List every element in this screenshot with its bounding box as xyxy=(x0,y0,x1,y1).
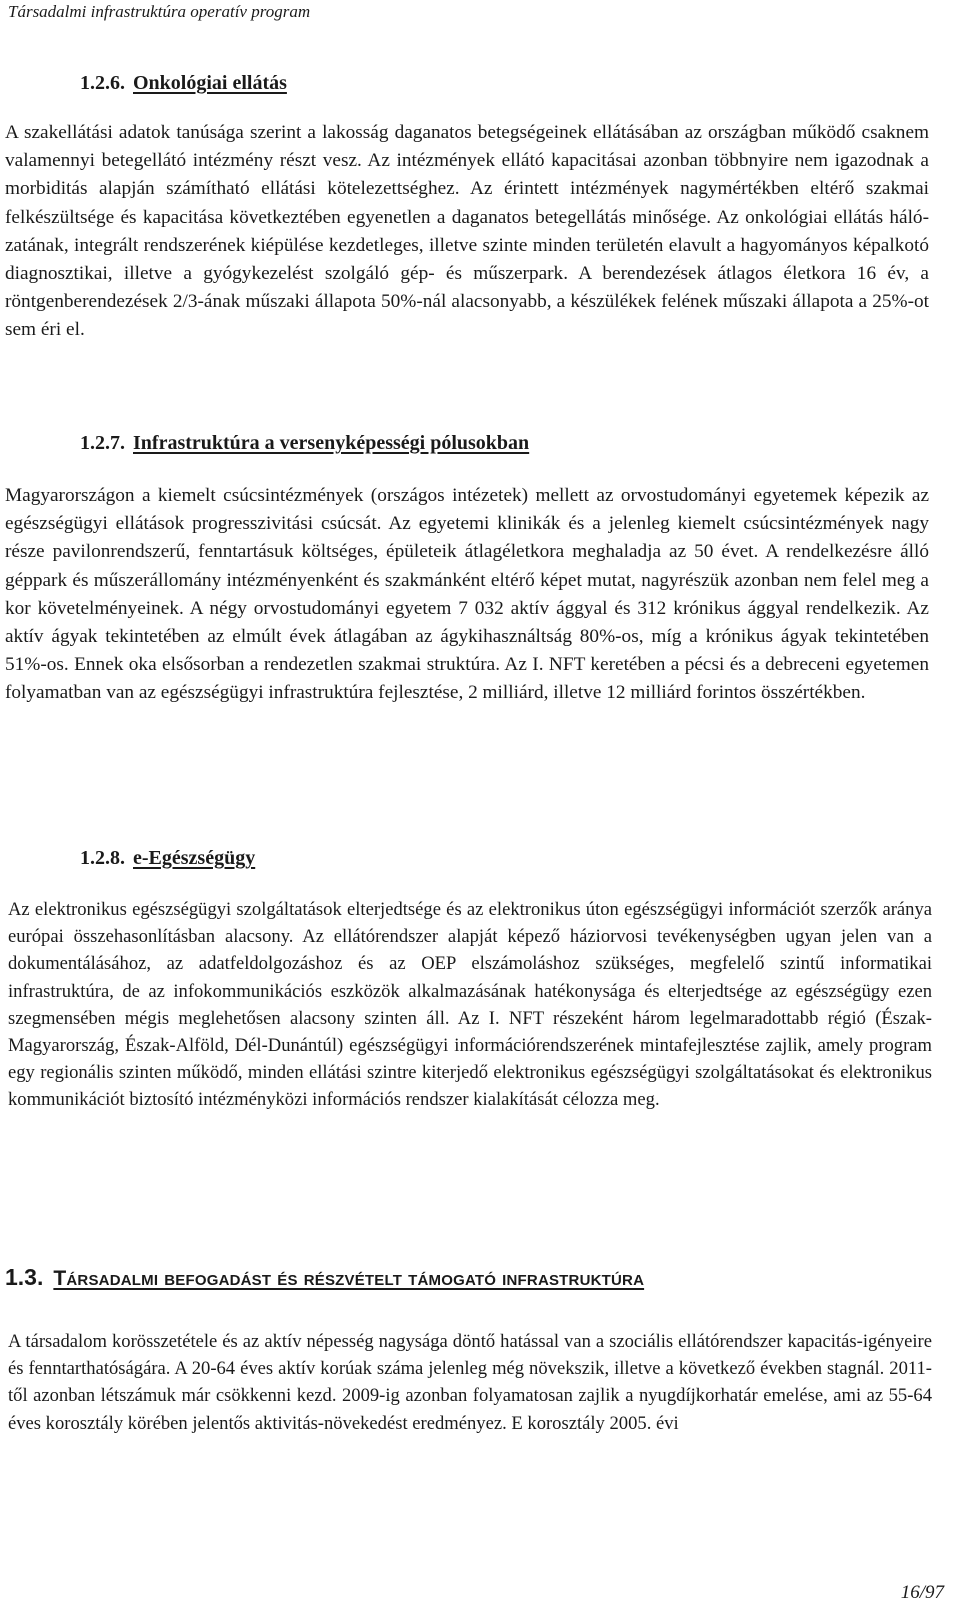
section-number: 1.3. xyxy=(5,1264,44,1290)
section-heading-1-2-6 xyxy=(80,72,287,95)
section-number: 1.2.6. xyxy=(80,72,125,94)
section-paragraph-1-2-8: Az elektronikus egészségügyi szolgáltatások elterjedtsége és az elektronikus úton egészségügyi információt szerzők aránya európai összehasonlításban alacsony. Az ellátórendszer alapját képező háziorvosi tevékenységben ugyan jelen van a dokumentálásához, az adatfeldolgozáshoz és az OEP elszámoláshoz szükséges, megfelelő szintű informatikai infrastruktúra, de az infokommunikációs eszközök alkalmazásának hatékonysága és elterjedtsége az egészségügy ezen szegmensében mégis meglehetősen alacsony szinten áll. Az I. NFT részeként három legelmaradottabb régió (Észak-Magyarország, Észak-Alföld, Dél-Dunántúl) egészségügyi információrendszerének mintafejlesztése zajlik, amely program egy regionális szinten működő, minden ellátási szintre kiterjedő elektronikus egészségügyi szolgáltatásokat és elektronikus kommunikációt biztosító intézményközi információs rendszer kialakítását célozza meg. xyxy=(8,899,932,1111)
section-title: Társadalmi befogadást és részvételt támogató infrastruktúra xyxy=(53,1267,645,1290)
section-paragraph-1-2-6: A szakellátási adatok tanúsága szerint a lakosság daganatos betegségeinek ellátásában az országban működő csaknem valamennyi betegellátó intézmény részt vesz. Az intézmények ellátó kapacitásai azonban többnyire nem igazodnak a morbiditás alapján számítható ellátási kötelezettséghez. Az érintett intézmények nagymértékben eltérő szakmai felkészültsége és kapacitása következtében egyenetlen a daganatos betegellátás minősége. Az onkológiai ellátás hálózatának, integrált rendszerének kiépülése kezdetleges, illetve szinte minden területén elavult a hagyományos képalkotó diagnosztikai, illetve a gyógykezelést szolgáló gép- és műszerpark. A berendezések átlagos életkora 16 év, a röntgenberendezések 2/3-ának műszaki állapota 50%-nál alacsonyabb, a készülékek felének műszaki állapota a 25%-ot sem éri el. xyxy=(5,122,929,341)
section-number: 1.2.8. xyxy=(80,847,125,869)
section-heading-1-2-7 xyxy=(80,432,529,455)
section-heading-1-2-8 xyxy=(80,847,255,870)
page-number: 16/97 xyxy=(900,1582,944,1603)
section-title: Infrastruktúra a versenyképességi pólusokban xyxy=(133,432,530,454)
running-header: Társadalmi infrastruktúra operatív program xyxy=(8,2,311,21)
section-paragraph-1-3: A társadalom korösszetétele és az aktív népesség nagysága döntő hatással van a szociális ellátórendszer kapacitás-igényeire és fenntarthatóságára. A 20-64 éves aktív korúak száma jelenleg még növekszik, illetve a következő években stagnál. 2011-től azonban létszámuk már csökkenni kezd. 2009-ig azonban folyamatosan zajlik a nyugdíjkorhatár emelése, ami az 55-64 éves korosztály körében jelentős aktivitás-növekedést eredményez. E korosztály 2005. évi xyxy=(8,1331,932,1434)
section-title: Onkológiai ellátás xyxy=(133,72,287,94)
section-title: e-Egészségügy xyxy=(133,847,256,869)
section-heading-1-3 xyxy=(5,1264,644,1291)
section-number: 1.2.7. xyxy=(80,432,125,454)
section-paragraph-1-2-7: Magyarországon a kiemelt csúcsintézmények (országos intézetek) mellett az orvostudományi egyetemek képezik az egészségügyi ellátások progresszivitási csúcsát. Az egyetemi klinikák és a jelenleg kiemelt csúcsintézmények nagy része pavilonrendszerű, fenntartásuk költséges, épületeik átlagéletkora meghaladja az 50 évet. A rendelkezésre álló géppark és műszerállomány intézményenként és szakmánként eltérő képet mutat, nagyrészük azonban nem felel meg a kor követelményeinek. A négy orvostudományi egyetem 7 032 aktív ággyal és 312 krónikus ággyal rendelkezik. Az aktív ágyak tekintetében az elmúlt évek átlagában az ágykihasználtság 80%-os, míg a krónikus ágyak tekintetében 51%-os. Ennek oka elsősorban a rendezetlen szakmai struktúra. Az I. NFT keretében a pécsi és a debreceni egyetemen folyamatban van az egészségügyi infrastruktúra fejlesztése, 2 milliárd, illetve 12 milliárd forintos összértékben. xyxy=(5,485,929,704)
